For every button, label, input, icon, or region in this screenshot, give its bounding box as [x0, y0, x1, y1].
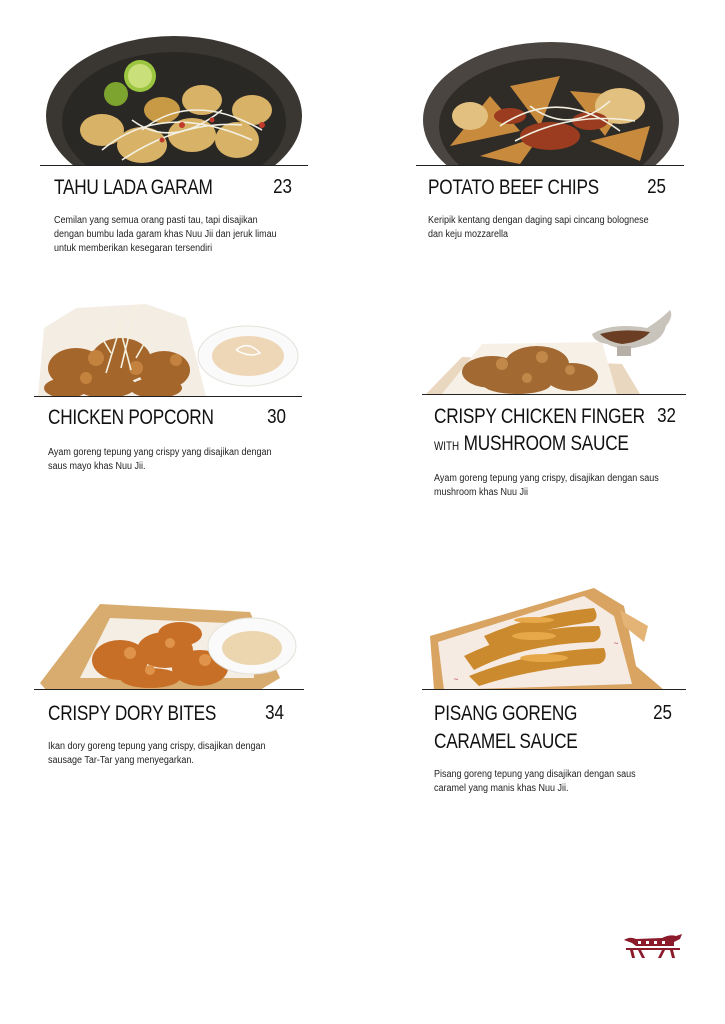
divider: [34, 396, 302, 397]
item-price: 32: [657, 405, 676, 427]
item-name: CRISPY DORY BITES: [48, 702, 217, 725]
pisang-goreng-photo: [424, 586, 686, 690]
item-price: 23: [273, 176, 292, 198]
item-price: 25: [653, 702, 672, 724]
item-description: Ayam goreng tepung yang crispy yang disajikan dengan saus mayo khas Nuu Jii.: [48, 447, 272, 472]
item-price: 30: [267, 406, 286, 428]
divider: [422, 394, 686, 395]
item-description: Ayam goreng tepung yang crispy, disajikan dengan saus mushroom khas Nuu Jii: [434, 473, 659, 498]
crispy-chicken-finger-photo: [422, 302, 684, 394]
crispy-dory-bites-photo: [40, 598, 302, 690]
svg-text:~: ~: [454, 675, 459, 684]
item-price: 34: [265, 702, 284, 724]
item-name: TAHU LADA GARAM: [54, 176, 213, 199]
item-name: CHICKEN POPCORN: [48, 406, 214, 429]
item-price: 25: [647, 176, 666, 198]
item-description: Pisang goreng tepung yang disajikan dengan saus caramel yang manis khas Nuu Jii.: [434, 769, 636, 794]
divider: [34, 689, 304, 690]
item-name-line1: CRISPY CHICKEN FINGER: [434, 405, 645, 428]
item-name-line2-text: MUSHROOM SAUCE: [463, 432, 629, 455]
chicken-popcorn-photo: [36, 298, 302, 396]
divider: [422, 689, 686, 690]
item-name-with: WITH: [434, 439, 460, 453]
tahu-lada-garam-photo: [42, 30, 307, 166]
item-description: Keripik kentang dengan daging sapi cincang bolognese dan keju mozzarella: [428, 215, 649, 240]
divider: [416, 165, 684, 166]
item-name-line2: [434, 430, 629, 460]
item-description: Ikan dory goreng tepung yang crispy, disajikan dengan sausage Tar-Tar yang menyegarkan.: [48, 741, 266, 766]
svg-text:~: ~: [614, 639, 619, 648]
item-name-line1: PISANG GORENG: [434, 702, 578, 725]
divider: [40, 165, 308, 166]
item-description: Cemilan yang semua orang pasti tau, tapi disajikan dengan bumbu lada garam khas Nuu Jii dan jeruk limau untuk memberikan kesegaran tersendiri: [54, 215, 277, 254]
running-animal-logo-icon: [622, 930, 684, 960]
potato-beef-chips-photo: [420, 36, 682, 166]
item-name-line2: CARAMEL SAUCE: [434, 730, 578, 753]
item-name: POTATO BEEF CHIPS: [428, 176, 599, 199]
